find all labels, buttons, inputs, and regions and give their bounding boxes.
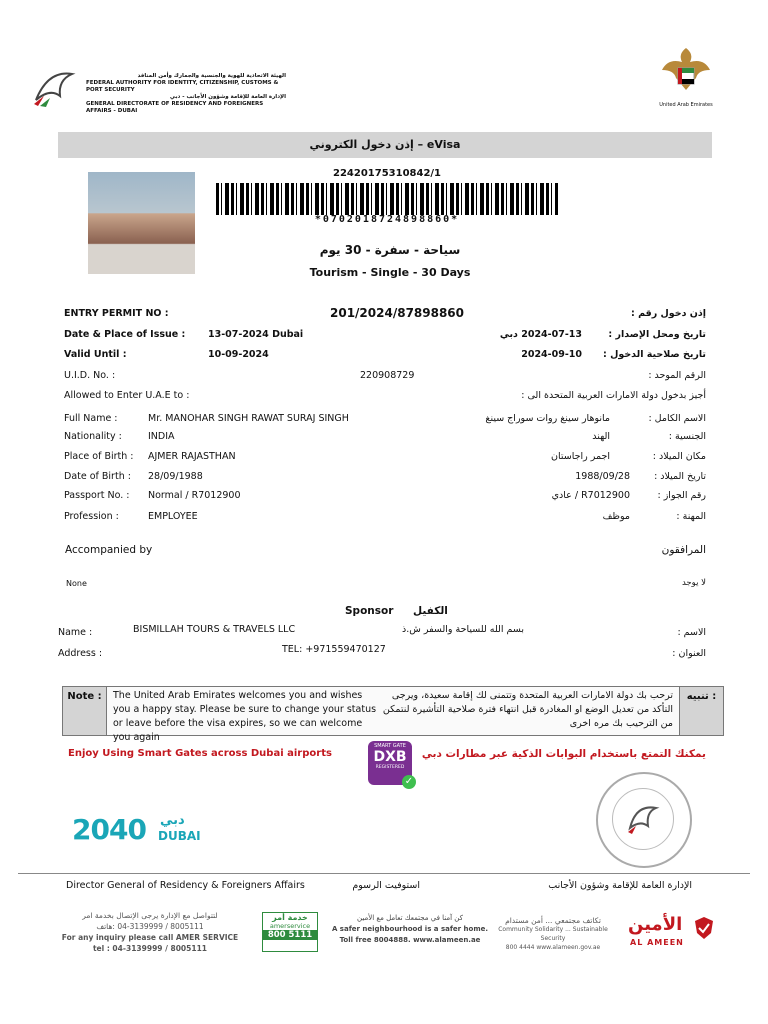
field-value: EMPLOYEE [148,511,198,522]
field-label: Profession : [64,511,119,522]
smart-gate-text: Enjoy Using Smart Gates across Dubai airports [68,748,332,759]
accompanied-label-ar: المرافقون [661,544,706,556]
dubai-2040-logo [72,813,202,849]
contact-block [60,910,240,954]
org-en-2: GENERAL DIRECTORATE OF RESIDENCY AND FOREIGNERS AFFAIRS - DUBAI [86,101,264,114]
director-title-ar: الإدارة العامة للإقامة وشؤون الأجانب [548,880,692,891]
valid-value: 10-09-2024 [208,349,269,360]
sponsor-name-label: Name : [58,627,93,638]
sponsor-name-ar: بسم الله للسياحة والسفر ش.ذ [401,624,524,635]
field-label: Place of Birth : [64,451,134,462]
issue-value: 13-07-2024 Dubai [208,329,304,340]
badge-mid: DXB [373,749,407,765]
authority-name [86,73,286,115]
smart-gate-text-ar: يمكنك التمتع باستخدام البوابات الذكية عبر مطارات دبي [421,748,706,760]
alameen-en-2: Toll free 8004888. www.alameen.ae [339,936,481,944]
slogan-contact: 800 4444 www.alameen.gov.ae [505,944,601,951]
valid-label-ar: تاريخ صلاحية الدخول : [603,349,706,360]
alameen-en-1: A safer neighbourhood is a safer home. [331,925,489,933]
note-label: Note : [63,687,107,735]
footer-rule [18,873,750,874]
stamp-falcon-icon [622,798,662,838]
field-value: AJMER RAJASTHAN [148,451,236,462]
uid-value: 220908729 [360,370,415,381]
amer-service-logo [262,912,318,952]
slogan-ar: تكاتف مجتمعي ... أمن مستدام [505,916,601,925]
contact-en-2: tel : 04-3139999 / 8005111 [92,944,208,953]
field-value-ar: R7012900 / عادي [551,490,630,501]
sponsor-heading: Sponsor [345,605,394,617]
alameen-block [326,913,494,946]
director-title: Director General of Residency & Foreigners Affairs [66,880,305,891]
barcode-number: 22420175310842/1 [332,168,442,179]
sponsor-name: BISMILLAH TOURS & TRAVELS LLC [133,624,296,635]
field-label: Full Name : [64,413,118,424]
slogan-en: Community Solidarity ... Sustainable Security [498,926,608,942]
amer-ar: خدمة أمر [272,913,308,922]
field-value: 28/09/1988 [148,471,203,482]
sponsor-name-label-ar: الاسم : [677,627,706,638]
contact-ar-2: 8005111 / 04-3139999 :هاتف [96,922,204,931]
authority-logo [30,66,78,108]
amer-num: 800 5111 [263,930,317,940]
dubai-word-en: DUBAI [158,829,201,843]
field-value-ar: الهند [592,431,610,442]
sponsor-address-label-ar: العنوان : [672,648,706,659]
uid-label: U.I.D. No. : [64,370,116,381]
alameen-shield-icon [694,916,714,940]
sponsor-heading-ar: الكفيل [413,605,448,617]
field-value: Normal / R7012900 [148,490,241,501]
barcode-text: *0702018724898860* [314,214,460,225]
badge-top: SMART GATE [374,743,406,749]
alameen-logo-ar: الأمين [628,914,683,935]
alameen-logo-en: AL AMEEN [630,938,684,947]
issue-label: Date & Place of Issue : [64,329,186,340]
field-value-ar: اجمر راجاستان [551,451,610,462]
alameen-ar: كن آمنا في مجتمعك تعامل مع الأمين [357,914,463,922]
alameen-logo [624,912,716,952]
sponsor-address-label: Address : [58,648,103,659]
uae-emblem-icon [660,44,712,100]
valid-label: Valid Until : [64,349,127,360]
field-value: Mr. MANOHAR SINGH RAWAT SURAJ SINGH [148,413,349,424]
amer-en: amerservice [269,922,311,930]
org-en-1: FEDERAL AUTHORITY FOR IDENTITY, CITIZENSHIP, CUSTOMS & PORT SECURITY [86,80,279,93]
slogan-block [498,916,608,952]
applicant-photo [88,172,195,274]
field-value-ar: مانوهار سينغ روات سوراج سينغ [485,413,610,424]
field-label-ar: مكان الميلاد : [652,451,706,462]
note-box [62,686,724,743]
field-label-ar: الجنسية : [668,431,706,442]
note-label-ar: تنبيه : [679,687,723,735]
visa-type-ar: سياحة - سفرة - 30 يوم [319,243,461,257]
dubai-word-ar: دبي [160,813,185,828]
note-text: The United Arab Emirates welcomes you and wishes you a happy stay. Please be sure to change your status or leave before the visa expires, so we can welcome you again [113,690,377,743]
entry-permit-value: 201/2024/87898860 [330,306,465,320]
field-label-ar: رقم الجواز : [657,490,706,501]
entry-permit-label-ar: إذن دخول رقم : [630,308,706,319]
field-label-ar: تاريخ الميلاد : [654,471,706,482]
field-value-ar: موظف [602,511,630,522]
accompanied-value: None [66,579,87,588]
contact-en-1: For any inquiry please call AMER SERVICE [61,933,239,942]
field-label-ar: المهنة : [676,511,706,522]
sponsor-address: TEL: +971559470127 [282,644,386,655]
org-ar-1: الهيئة الاتحادية للهوية والجنسية والجمارك وأمن المنافذ [137,73,286,79]
visa-type-en: Tourism - Single - 30 Days [309,266,471,279]
issue-label-ar: تاريخ ومحل الإصدار : [608,329,706,340]
note-text-ar: ترحب بك دولة الامارات العربية المتحدة وتتمنى لك إقامة سعيدة، ويرجى التأكد من تعديل الوضع او المغادرة قبل انتهاء فترة صلاحية التأشيرة لنتمكن من الترحيب بك مره اخرى [382,690,673,729]
issue-value-ar: 2024-07-13 دبي [499,329,582,340]
org-ar-2: الإدارة العامة للإقامة وشؤون الأجانب - دبي [169,94,286,100]
field-label: Date of Birth : [64,471,131,482]
accompanied-label: Accompanied by [65,544,153,556]
badge-bottom: REGISTERED [375,765,405,770]
emblem-caption: United Arab Emirates [659,102,713,108]
field-label: Nationality : [64,431,122,442]
field-value-ar: 1988/09/28 [575,471,630,482]
valid-value-ar: 2024-09-10 [521,349,582,360]
field-value: INDIA [148,431,175,442]
contact-ar-1: لتتواصل مع الإدارة يرجى الإتصال بخدمة امر [82,911,218,920]
evisa-title: إذن دخول الكتروني – eVisa [58,132,712,158]
allowed-label-ar: أجيز بدخول دولة الامارات العربية المتحدة الى : [521,390,706,401]
smart-gate-badge [368,741,412,785]
check-icon: ✓ [402,775,416,789]
allowed-label: Allowed to Enter U.A.E to : [64,390,190,401]
barcode [216,183,558,215]
uid-label-ar: الرقم الموحد : [648,370,706,381]
accompanied-value-ar: لا يوجد [681,578,706,588]
entry-permit-label: ENTRY PERMIT NO : [64,308,169,319]
field-label: Passport No. : [64,490,130,501]
fee-paid-ar: استوفيت الرسوم [352,880,420,891]
dubai-2040-number: 2040 [72,813,146,846]
field-label-ar: الاسم الكامل : [648,413,706,424]
